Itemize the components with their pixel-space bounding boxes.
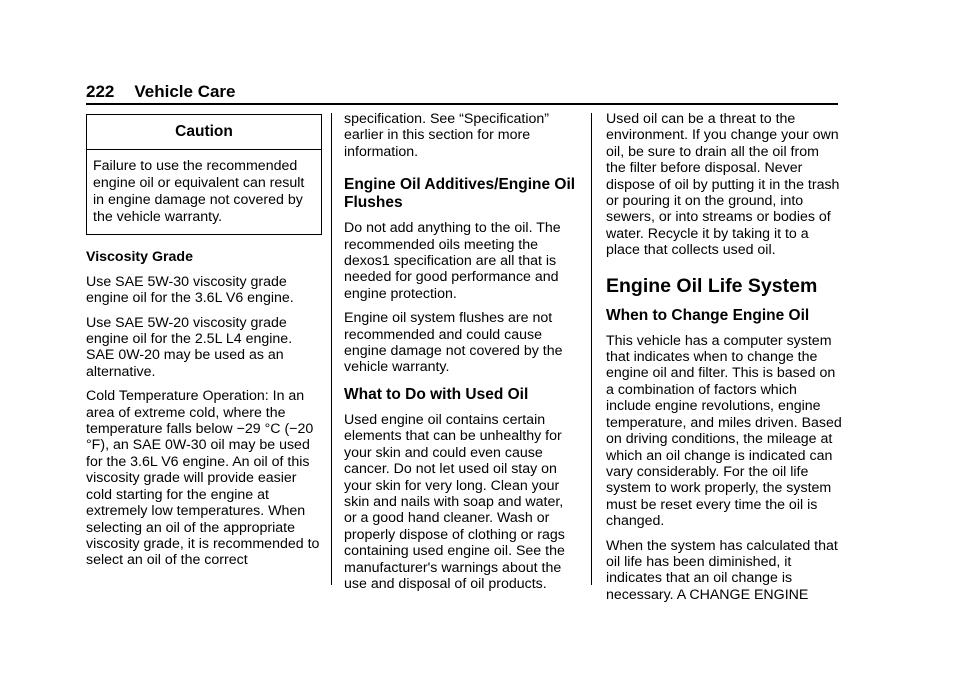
caution-text: Failure to use the recommended engine oil or equivalent can result in engine damage not covered by the vehicle warranty.: [93, 158, 305, 226]
paragraph: Use SAE 5W-20 viscosity grade engine oil for the 2.5L L4 engine. SAE 0W-20 may be used as an alternative.: [86, 314, 293, 380]
page-number: 222: [86, 82, 115, 101]
running-head: [86, 82, 838, 102]
column-divider: [591, 113, 592, 585]
section-heading: When to Change Engine Oil: [606, 306, 810, 324]
paragraph: specification. See “Specification” earlier in this section for more information.: [344, 111, 550, 160]
section-heading: What to Do with Used Oil: [344, 385, 529, 403]
paragraph: Used engine oil contains certain elements that can be unhealthy for your skin and could even cause cancer. Do not let used oil stay on your skin for very long. Clean your skin and nails with soap and water, or a good hand cleaner. Wash or properly dispose of clothing or rags containing used engine oil. See the manufacturer's warnings about the use and disposal of oil products.: [344, 411, 565, 592]
column-1: [86, 114, 322, 577]
page-header: [86, 82, 838, 102]
section-heading: Engine Oil Additives/Engine Oil Flushes: [344, 176, 576, 212]
caution-box: [86, 114, 322, 235]
column-2: [344, 111, 576, 600]
paragraph: When the system has calculated that oil life has been diminished, it indicates that an oil change is necessary. A CHANGE ENGINE: [606, 537, 838, 603]
viscosity-grade-heading: Viscosity Grade: [86, 249, 193, 266]
paragraph: This vehicle has a computer system that indicates when to change the engine oil and filter. This is based on a combination of factors which include engine revolutions, engine temperature, and miles driven. Based on driving conditions, the mileage at which an oil change is indicated can vary considerably. For the oil life system to work properly, the system must be reset every time the oil is changed.: [606, 332, 842, 530]
paragraph: Used oil can be a threat to the environment. If you change your own oil, be sure to drain all the oil from the filter before disposal. Never dispose of oil by putting it in the trash or pouring it on the ground, into sewers, or into streams or bodies of water. Recycle it by taking it to a place that collects used oil.: [606, 111, 840, 259]
paragraph: Engine oil system flushes are not recommended and could cause engine damage not covered by the vehicle warranty.: [344, 310, 563, 376]
paragraph: Cold Temperature Operation: In an area of extreme cold, where the temperature falls below −29 °C (−20 °F), an SAE 0W-30 oil may be used for the 3.6L V6 engine. An oil of this viscosity grade will provide easier cold starting for the engine at extremely low temperatures. When selecting an oil of the appropriate viscosity grade, it is recommended to select an oil of the correct: [86, 388, 320, 569]
major-heading: Engine Oil Life System: [606, 274, 818, 297]
column-3: [606, 111, 842, 611]
header-rule: [86, 103, 838, 105]
section-title: Vehicle Care: [134, 82, 236, 101]
paragraph: Use SAE 5W-30 viscosity grade engine oil for the 3.6L V6 engine.: [86, 273, 294, 307]
paragraph: Do not add anything to the oil. The recommended oils meeting the dexos1 specification are all that is needed for good performance and engine protection.: [344, 220, 561, 302]
column-divider: [331, 113, 332, 585]
caution-title: Caution: [87, 115, 321, 150]
